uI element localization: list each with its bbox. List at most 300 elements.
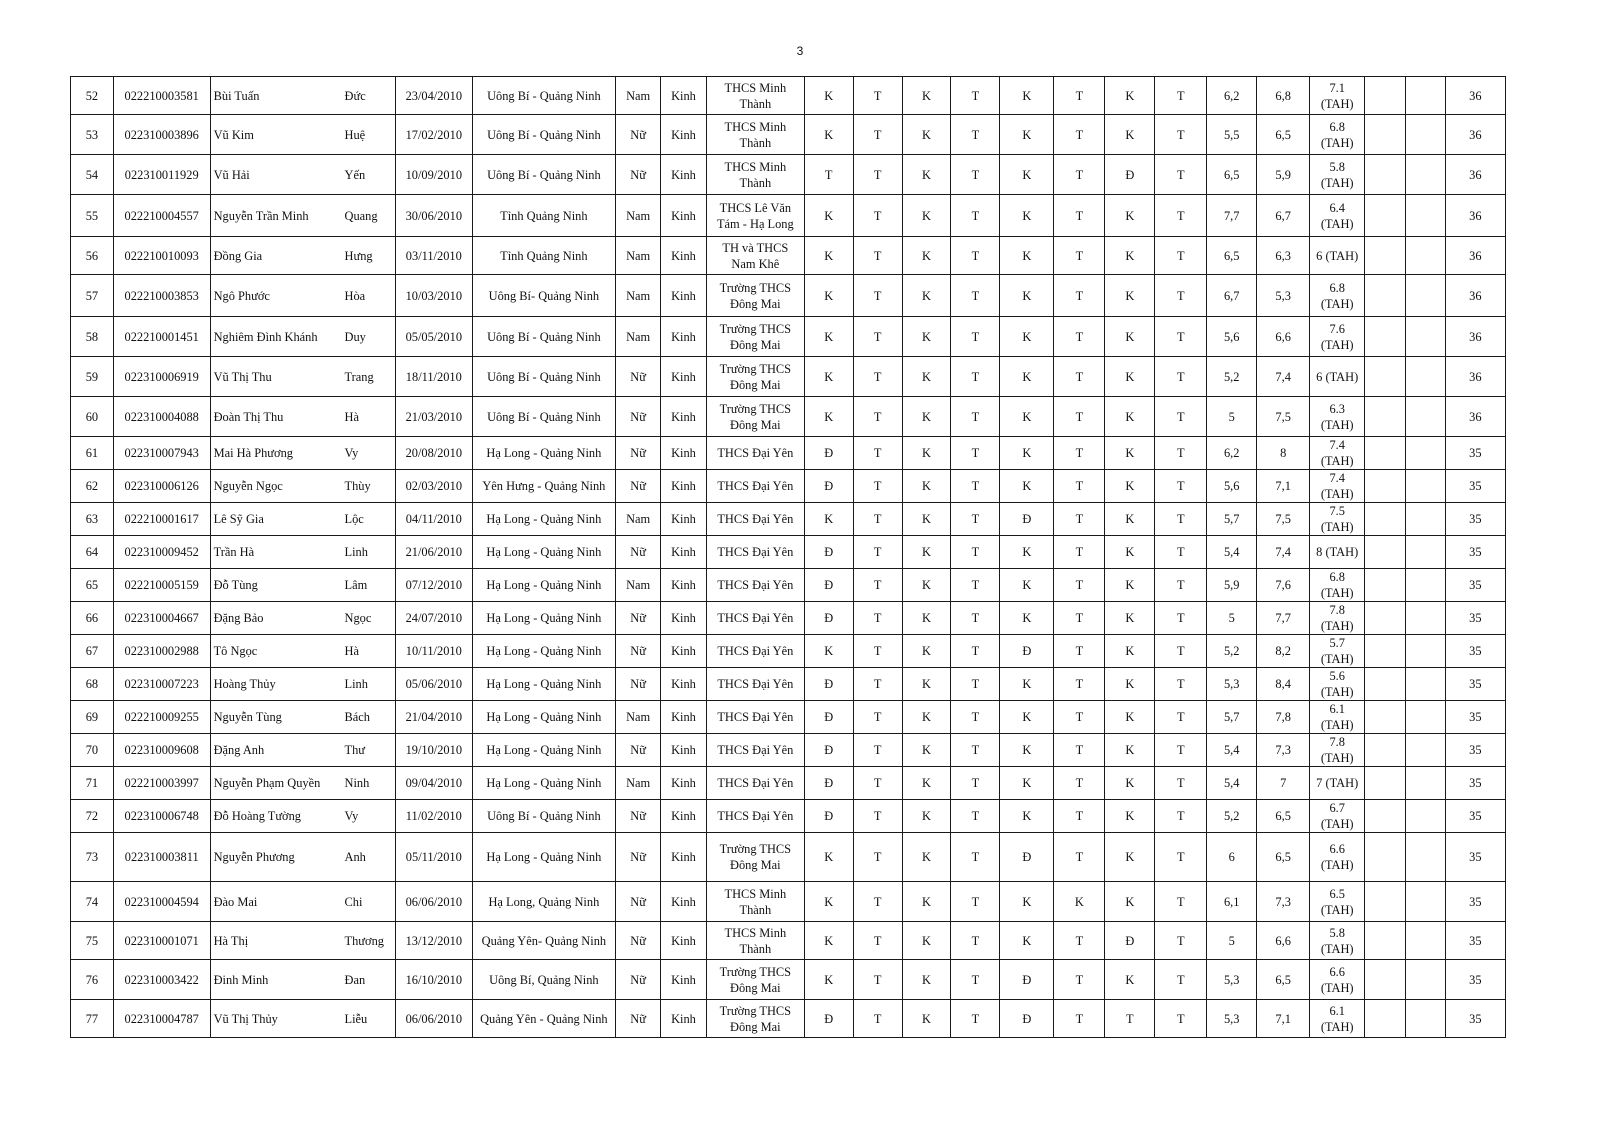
row-number-cell: 58	[71, 317, 114, 357]
assessment-cell-2: T	[853, 800, 902, 833]
ethnicity-cell: Kinh	[661, 602, 707, 635]
school-cell: THCS Đại Yên	[706, 470, 804, 503]
assessment-cell-3: K	[902, 77, 951, 115]
birthplace-cell: Uông Bí, Quảng Ninh	[472, 960, 616, 1000]
birth-date-cell: 17/02/2010	[396, 115, 472, 155]
school-cell: Trường THCS Đông Mai	[706, 317, 804, 357]
assessment-cell-7: K	[1105, 960, 1155, 1000]
birthplace-cell: Hạ Long - Quảng Ninh	[472, 767, 616, 800]
assessment-cell-5: K	[1000, 668, 1054, 701]
row-number-cell: 72	[71, 800, 114, 833]
birthplace-cell: Hạ Long - Quảng Ninh	[472, 668, 616, 701]
assessment-cell-7: K	[1105, 470, 1155, 503]
assessment-cell-4: T	[951, 960, 1000, 1000]
assessment-cell-8: T	[1155, 882, 1207, 922]
birth-date-cell: 21/06/2010	[396, 536, 472, 569]
score-cell-2: 5,9	[1257, 155, 1310, 195]
assessment-cell-5: K	[1000, 734, 1054, 767]
assessment-cell-2: T	[853, 922, 902, 960]
table-row	[71, 569, 1506, 602]
gender-cell: Nữ	[616, 800, 661, 833]
score-cell-1: 5	[1207, 397, 1257, 437]
ethnicity-cell: Kinh	[661, 275, 707, 317]
assessment-cell-8: T	[1155, 77, 1207, 115]
birthplace-cell: Uông Bí - Quảng Ninh	[472, 397, 616, 437]
ethnicity-cell: Kinh	[661, 767, 707, 800]
school-cell: TH và THCS Nam Khê	[706, 237, 804, 275]
table-row	[71, 155, 1506, 195]
extra-cell-1	[1365, 569, 1406, 602]
given-name-cell: Hòa	[340, 275, 396, 317]
row-number-cell: 61	[71, 437, 114, 470]
row-number-cell: 52	[71, 77, 114, 115]
family-name-cell: Mai Hà Phương	[210, 437, 339, 470]
score-cell-1: 7,7	[1207, 195, 1257, 237]
extra-cell-2	[1405, 536, 1445, 569]
extra-cell-1	[1365, 503, 1406, 536]
assessment-cell-5: K	[1000, 317, 1054, 357]
extra-cell-1	[1365, 357, 1406, 397]
gender-cell: Nam	[616, 195, 661, 237]
assessment-cell-6: T	[1054, 357, 1105, 397]
extra-cell-1	[1365, 536, 1406, 569]
assessment-cell-3: K	[902, 960, 951, 1000]
ethnicity-cell: Kinh	[661, 734, 707, 767]
birthplace-cell: Uông Bí - Quảng Ninh	[472, 77, 616, 115]
score-cell-1: 5,3	[1207, 960, 1257, 1000]
assessment-cell-1: K	[804, 275, 853, 317]
assessment-cell-8: T	[1155, 317, 1207, 357]
row-number-cell: 75	[71, 922, 114, 960]
birth-date-cell: 10/03/2010	[396, 275, 472, 317]
extra-cell-1	[1365, 922, 1406, 960]
birthplace-cell: Uông Bí - Quảng Ninh	[472, 800, 616, 833]
assessment-cell-2: T	[853, 155, 902, 195]
assessment-cell-4: T	[951, 77, 1000, 115]
assessment-cell-6: T	[1054, 1000, 1105, 1038]
gender-cell: Nam	[616, 237, 661, 275]
student-id-cell: 022310011929	[113, 155, 210, 195]
score-cell-2: 8,2	[1257, 635, 1310, 668]
birthplace-cell: Uông Bí - Quảng Ninh	[472, 115, 616, 155]
assessment-cell-7: K	[1105, 77, 1155, 115]
table-row	[71, 195, 1506, 237]
score-cell-1: 5,9	[1207, 569, 1257, 602]
assessment-cell-8: T	[1155, 602, 1207, 635]
assessment-cell-1: K	[804, 922, 853, 960]
assessment-cell-3: K	[902, 1000, 951, 1038]
extra-cell-1	[1365, 317, 1406, 357]
assessment-cell-2: T	[853, 397, 902, 437]
total-score-cell: 35	[1445, 882, 1505, 922]
given-name-cell: Anh	[340, 833, 396, 882]
assessment-cell-5: K	[1000, 155, 1054, 195]
birthplace-cell: Uông Bí - Quảng Ninh	[472, 357, 616, 397]
assessment-cell-1: K	[804, 503, 853, 536]
family-name-cell: Vũ Thị Thu	[210, 357, 339, 397]
average-score-cell: 6.6 (TAH)	[1310, 960, 1365, 1000]
score-cell-1: 5,7	[1207, 503, 1257, 536]
family-name-cell: Trần Hà	[210, 536, 339, 569]
student-id-cell: 022310006919	[113, 357, 210, 397]
assessment-cell-2: T	[853, 536, 902, 569]
table-row	[71, 503, 1506, 536]
school-cell: Trường THCS Đông Mai	[706, 1000, 804, 1038]
table-row	[71, 635, 1506, 668]
assessment-cell-2: T	[853, 833, 902, 882]
row-number-cell: 65	[71, 569, 114, 602]
assessment-cell-2: T	[853, 437, 902, 470]
assessment-cell-2: T	[853, 470, 902, 503]
total-score-cell: 36	[1445, 275, 1505, 317]
family-name-cell: Nguyễn Trần Minh	[210, 195, 339, 237]
extra-cell-2	[1405, 635, 1445, 668]
assessment-cell-2: T	[853, 635, 902, 668]
extra-cell-2	[1405, 275, 1445, 317]
assessment-cell-8: T	[1155, 357, 1207, 397]
assessment-cell-5: K	[1000, 767, 1054, 800]
given-name-cell: Hà	[340, 397, 396, 437]
given-name-cell: Linh	[340, 536, 396, 569]
ethnicity-cell: Kinh	[661, 635, 707, 668]
extra-cell-2	[1405, 701, 1445, 734]
total-score-cell: 36	[1445, 115, 1505, 155]
extra-cell-2	[1405, 155, 1445, 195]
gender-cell: Nữ	[616, 833, 661, 882]
score-cell-2: 8	[1257, 437, 1310, 470]
assessment-cell-5: K	[1000, 397, 1054, 437]
assessment-cell-5: K	[1000, 275, 1054, 317]
assessment-cell-8: T	[1155, 536, 1207, 569]
assessment-cell-5: K	[1000, 237, 1054, 275]
row-number-cell: 74	[71, 882, 114, 922]
extra-cell-2	[1405, 833, 1445, 882]
total-score-cell: 35	[1445, 635, 1505, 668]
assessment-cell-3: K	[902, 155, 951, 195]
family-name-cell: Nguyễn Tùng	[210, 701, 339, 734]
school-cell: THCS Minh Thành	[706, 155, 804, 195]
row-number-cell: 57	[71, 275, 114, 317]
assessment-cell-1: K	[804, 397, 853, 437]
given-name-cell: Thùy	[340, 470, 396, 503]
assessment-cell-4: T	[951, 668, 1000, 701]
school-cell: THCS Đại Yên	[706, 602, 804, 635]
ethnicity-cell: Kinh	[661, 77, 707, 115]
assessment-cell-6: T	[1054, 437, 1105, 470]
total-score-cell: 36	[1445, 397, 1505, 437]
family-name-cell: Vũ Hải	[210, 155, 339, 195]
given-name-cell: Thư	[340, 734, 396, 767]
extra-cell-2	[1405, 115, 1445, 155]
gender-cell: Nam	[616, 77, 661, 115]
assessment-cell-6: T	[1054, 115, 1105, 155]
assessment-cell-6: T	[1054, 397, 1105, 437]
student-id-cell: 022210001451	[113, 317, 210, 357]
assessment-cell-5: K	[1000, 357, 1054, 397]
gender-cell: Nữ	[616, 155, 661, 195]
assessment-cell-7: K	[1105, 115, 1155, 155]
table-row	[71, 536, 1506, 569]
score-cell-2: 7,4	[1257, 536, 1310, 569]
total-score-cell: 35	[1445, 536, 1505, 569]
assessment-cell-4: T	[951, 155, 1000, 195]
table-row	[71, 668, 1506, 701]
assessment-cell-6: T	[1054, 569, 1105, 602]
table-row	[71, 800, 1506, 833]
assessment-cell-4: T	[951, 397, 1000, 437]
ethnicity-cell: Kinh	[661, 357, 707, 397]
student-id-cell: 022310007223	[113, 668, 210, 701]
table-row	[71, 701, 1506, 734]
family-name-cell: Vũ Kim	[210, 115, 339, 155]
birthplace-cell: Tỉnh Quảng Ninh	[472, 237, 616, 275]
assessment-cell-4: T	[951, 922, 1000, 960]
extra-cell-1	[1365, 960, 1406, 1000]
assessment-cell-8: T	[1155, 155, 1207, 195]
assessment-cell-1: K	[804, 960, 853, 1000]
score-cell-1: 6,1	[1207, 882, 1257, 922]
assessment-cell-6: T	[1054, 767, 1105, 800]
assessment-cell-1: K	[804, 237, 853, 275]
student-id-cell: 022210009255	[113, 701, 210, 734]
assessment-cell-6: T	[1054, 833, 1105, 882]
ethnicity-cell: Kinh	[661, 668, 707, 701]
total-score-cell: 36	[1445, 77, 1505, 115]
score-cell-2: 7,5	[1257, 503, 1310, 536]
assessment-cell-3: K	[902, 237, 951, 275]
table-row	[71, 882, 1506, 922]
total-score-cell: 35	[1445, 767, 1505, 800]
assessment-cell-6: T	[1054, 195, 1105, 237]
assessment-cell-2: T	[853, 734, 902, 767]
extra-cell-1	[1365, 470, 1406, 503]
assessment-cell-6: T	[1054, 503, 1105, 536]
given-name-cell: Đức	[340, 77, 396, 115]
given-name-cell: Ngọc	[340, 602, 396, 635]
student-id-cell: 022310009452	[113, 536, 210, 569]
ethnicity-cell: Kinh	[661, 882, 707, 922]
given-name-cell: Lộc	[340, 503, 396, 536]
school-cell: THCS Đại Yên	[706, 668, 804, 701]
assessment-cell-6: T	[1054, 275, 1105, 317]
assessment-cell-1: K	[804, 195, 853, 237]
score-cell-2: 7,3	[1257, 734, 1310, 767]
extra-cell-1	[1365, 602, 1406, 635]
birth-date-cell: 18/11/2010	[396, 357, 472, 397]
birthplace-cell: Hạ Long - Quảng Ninh	[472, 734, 616, 767]
extra-cell-2	[1405, 195, 1445, 237]
assessment-cell-5: K	[1000, 536, 1054, 569]
assessment-cell-3: K	[902, 503, 951, 536]
row-number-cell: 68	[71, 668, 114, 701]
assessment-cell-8: T	[1155, 767, 1207, 800]
birthplace-cell: Uông Bí - Quảng Ninh	[472, 317, 616, 357]
student-id-cell: 022210003581	[113, 77, 210, 115]
assessment-cell-4: T	[951, 317, 1000, 357]
assessment-cell-3: K	[902, 275, 951, 317]
birthplace-cell: Hạ Long - Quảng Ninh	[472, 536, 616, 569]
score-cell-2: 6,5	[1257, 115, 1310, 155]
assessment-cell-1: Đ	[804, 437, 853, 470]
extra-cell-1	[1365, 195, 1406, 237]
assessment-cell-1: K	[804, 833, 853, 882]
assessment-cell-4: T	[951, 635, 1000, 668]
assessment-cell-2: T	[853, 357, 902, 397]
family-name-cell: Đào Mai	[210, 882, 339, 922]
given-name-cell: Ninh	[340, 767, 396, 800]
score-cell-1: 5,6	[1207, 470, 1257, 503]
assessment-cell-7: T	[1105, 1000, 1155, 1038]
assessment-cell-1: Đ	[804, 536, 853, 569]
row-number-cell: 55	[71, 195, 114, 237]
table-row	[71, 275, 1506, 317]
assessment-cell-5: Đ	[1000, 960, 1054, 1000]
assessment-cell-3: K	[902, 833, 951, 882]
family-name-cell: Nguyễn Phương	[210, 833, 339, 882]
assessment-cell-2: T	[853, 668, 902, 701]
family-name-cell: Đinh Minh	[210, 960, 339, 1000]
extra-cell-1	[1365, 882, 1406, 922]
birthplace-cell: Hạ Long - Quảng Ninh	[472, 437, 616, 470]
assessment-cell-8: T	[1155, 275, 1207, 317]
total-score-cell: 36	[1445, 237, 1505, 275]
assessment-cell-3: K	[902, 536, 951, 569]
assessment-cell-6: T	[1054, 470, 1105, 503]
student-id-cell: 022310004594	[113, 882, 210, 922]
assessment-cell-5: K	[1000, 77, 1054, 115]
student-id-cell: 022210010093	[113, 237, 210, 275]
assessment-cell-4: T	[951, 1000, 1000, 1038]
birth-date-cell: 20/08/2010	[396, 437, 472, 470]
assessment-cell-2: T	[853, 503, 902, 536]
birthplace-cell: Quảng Yên - Quảng Ninh	[472, 1000, 616, 1038]
assessment-cell-4: T	[951, 734, 1000, 767]
extra-cell-1	[1365, 800, 1406, 833]
assessment-cell-5: K	[1000, 701, 1054, 734]
assessment-cell-3: K	[902, 195, 951, 237]
assessment-cell-8: T	[1155, 701, 1207, 734]
family-name-cell: Vũ Thị Thủy	[210, 1000, 339, 1038]
score-cell-1: 5,4	[1207, 734, 1257, 767]
student-id-cell: 022310007943	[113, 437, 210, 470]
score-cell-2: 7,3	[1257, 882, 1310, 922]
assessment-cell-1: Đ	[804, 800, 853, 833]
assessment-cell-6: T	[1054, 960, 1105, 1000]
assessment-cell-6: T	[1054, 536, 1105, 569]
assessment-cell-4: T	[951, 237, 1000, 275]
ethnicity-cell: Kinh	[661, 503, 707, 536]
school-cell: THCS Đại Yên	[706, 800, 804, 833]
table-body	[71, 77, 1506, 1038]
total-score-cell: 35	[1445, 800, 1505, 833]
school-cell: THCS Đại Yên	[706, 437, 804, 470]
assessment-cell-4: T	[951, 115, 1000, 155]
family-name-cell: Nguyễn Ngọc	[210, 470, 339, 503]
assessment-cell-7: K	[1105, 569, 1155, 602]
extra-cell-2	[1405, 767, 1445, 800]
average-score-cell: 6.6 (TAH)	[1310, 833, 1365, 882]
assessment-cell-1: Đ	[804, 701, 853, 734]
extra-cell-2	[1405, 569, 1445, 602]
score-cell-2: 7,8	[1257, 701, 1310, 734]
gender-cell: Nữ	[616, 960, 661, 1000]
assessment-cell-8: T	[1155, 668, 1207, 701]
family-name-cell: Hoàng Thủy	[210, 668, 339, 701]
assessment-cell-5: K	[1000, 922, 1054, 960]
total-score-cell: 35	[1445, 668, 1505, 701]
assessment-cell-7: K	[1105, 734, 1155, 767]
given-name-cell: Yến	[340, 155, 396, 195]
student-id-cell: 022210003853	[113, 275, 210, 317]
gender-cell: Nữ	[616, 922, 661, 960]
assessment-cell-7: K	[1105, 503, 1155, 536]
birthplace-cell: Tỉnh Quảng Ninh	[472, 195, 616, 237]
table-row	[71, 115, 1506, 155]
assessment-cell-2: T	[853, 701, 902, 734]
school-cell: Trường THCS Đông Mai	[706, 397, 804, 437]
row-number-cell: 63	[71, 503, 114, 536]
extra-cell-1	[1365, 635, 1406, 668]
gender-cell: Nam	[616, 503, 661, 536]
extra-cell-2	[1405, 470, 1445, 503]
total-score-cell: 36	[1445, 155, 1505, 195]
assessment-cell-7: K	[1105, 397, 1155, 437]
birth-date-cell: 02/03/2010	[396, 470, 472, 503]
extra-cell-1	[1365, 734, 1406, 767]
assessment-cell-5: K	[1000, 882, 1054, 922]
ethnicity-cell: Kinh	[661, 155, 707, 195]
assessment-cell-3: K	[902, 922, 951, 960]
average-score-cell: 6.8 (TAH)	[1310, 569, 1365, 602]
family-name-cell: Tô Ngọc	[210, 635, 339, 668]
score-cell-1: 5,5	[1207, 115, 1257, 155]
assessment-cell-7: K	[1105, 275, 1155, 317]
extra-cell-1	[1365, 833, 1406, 882]
table-row	[71, 1000, 1506, 1038]
assessment-cell-7: Đ	[1105, 155, 1155, 195]
assessment-cell-8: T	[1155, 397, 1207, 437]
assessment-cell-7: K	[1105, 536, 1155, 569]
gender-cell: Nữ	[616, 536, 661, 569]
birth-date-cell: 09/04/2010	[396, 767, 472, 800]
assessment-cell-7: K	[1105, 767, 1155, 800]
assessment-cell-5: K	[1000, 602, 1054, 635]
assessment-cell-7: K	[1105, 317, 1155, 357]
row-number-cell: 73	[71, 833, 114, 882]
given-name-cell: Bách	[340, 701, 396, 734]
student-id-cell: 022310006126	[113, 470, 210, 503]
student-id-cell: 022310009608	[113, 734, 210, 767]
student-id-cell: 022310004667	[113, 602, 210, 635]
assessment-cell-4: T	[951, 602, 1000, 635]
assessment-cell-5: K	[1000, 470, 1054, 503]
student-id-cell: 022310006748	[113, 800, 210, 833]
gender-cell: Nữ	[616, 602, 661, 635]
birth-date-cell: 03/11/2010	[396, 237, 472, 275]
assessment-cell-6: T	[1054, 922, 1105, 960]
assessment-cell-3: K	[902, 635, 951, 668]
assessment-cell-8: T	[1155, 922, 1207, 960]
assessment-cell-1: K	[804, 882, 853, 922]
assessment-cell-3: K	[902, 767, 951, 800]
birthplace-cell: Hạ Long - Quảng Ninh	[472, 635, 616, 668]
ethnicity-cell: Kinh	[661, 960, 707, 1000]
gender-cell: Nữ	[616, 357, 661, 397]
school-cell: THCS Minh Thành	[706, 882, 804, 922]
score-cell-2: 7	[1257, 767, 1310, 800]
assessment-cell-6: T	[1054, 734, 1105, 767]
assessment-cell-1: Đ	[804, 767, 853, 800]
